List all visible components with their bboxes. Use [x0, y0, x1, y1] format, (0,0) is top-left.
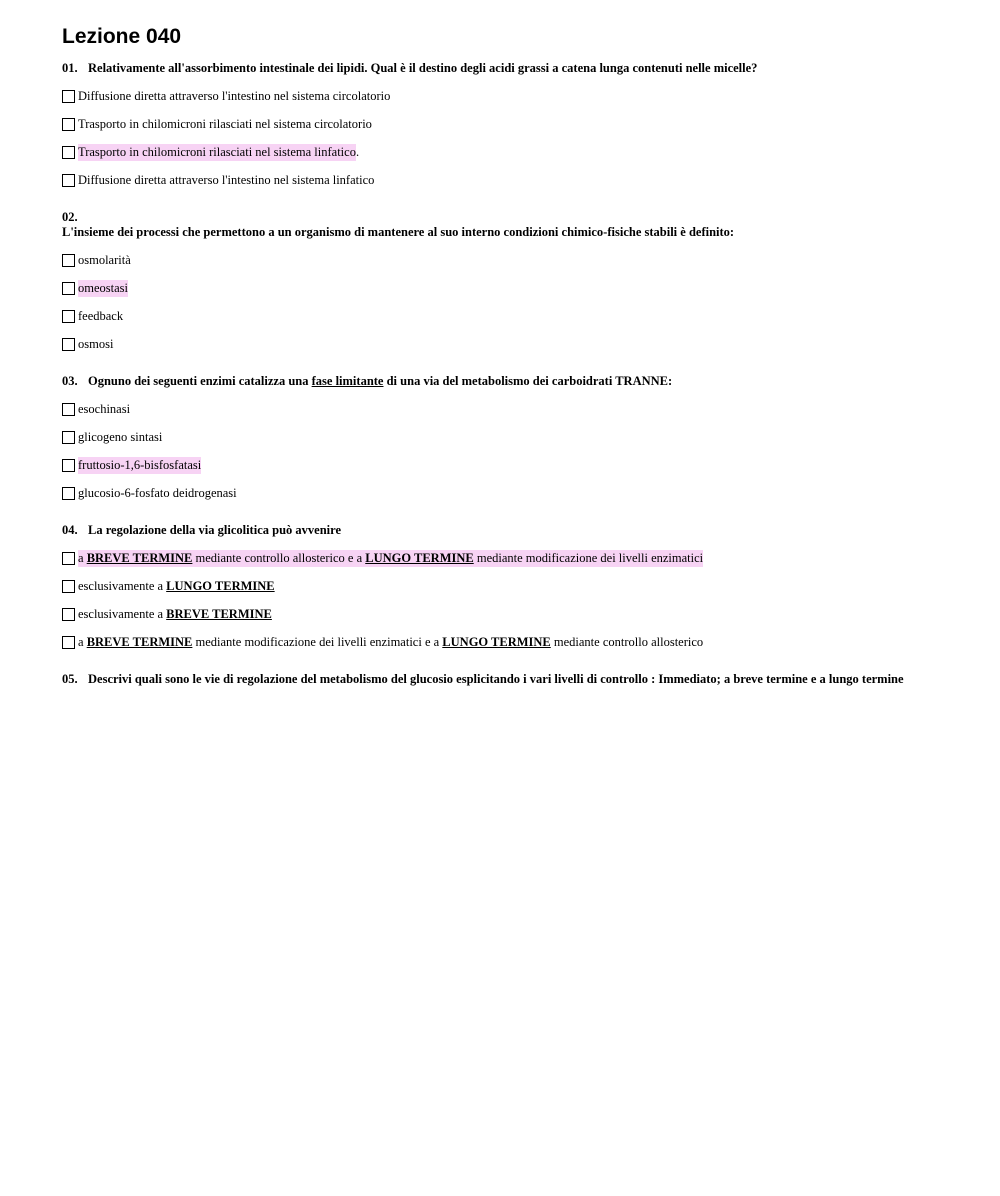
- option-text: esclusivamente a: [78, 578, 164, 593]
- option-label: esochinasi: [78, 401, 131, 416]
- quiz-page: [62, 24, 962, 709]
- question-number: 02.: [62, 210, 78, 224]
- option-04-d[interactable]: [62, 634, 962, 650]
- question-text: di una via del metabolismo dei carboidrati TRANNE:: [386, 374, 673, 388]
- question-05-text: [62, 672, 962, 687]
- option-text: mediante controllo allosterico: [553, 634, 704, 649]
- option-label: [78, 607, 272, 622]
- question-number: 03.: [62, 374, 78, 388]
- option-label: Trasporto in chilomicroni rilasciati nel sistema circolatorio: [78, 116, 372, 131]
- option-02-d[interactable]: [62, 336, 962, 352]
- checkbox[interactable]: [62, 146, 75, 159]
- option-04-a[interactable]: [62, 550, 962, 566]
- option-text: a: [78, 550, 84, 565]
- option-suffix: .: [355, 144, 360, 159]
- checkbox[interactable]: [62, 282, 75, 295]
- option-03-c[interactable]: [62, 457, 962, 473]
- checkbox[interactable]: [62, 310, 75, 323]
- option-term: LUNGO TERMINE: [166, 578, 275, 593]
- question-text: Ognuno dei seguenti enzimi catalizza una: [88, 374, 309, 388]
- checkbox[interactable]: [62, 459, 75, 472]
- option-label: Diffusione diretta attraverso l'intestino nel sistema circolatorio: [78, 88, 391, 103]
- option-01-a[interactable]: [62, 88, 962, 104]
- question-03-text: [62, 374, 962, 389]
- option-label-highlighted: [78, 550, 703, 567]
- option-label: feedback: [78, 308, 124, 323]
- checkbox[interactable]: [62, 174, 75, 187]
- checkbox[interactable]: [62, 431, 75, 444]
- option-label: osmosi: [78, 336, 114, 351]
- question-text-underlined: fase limitante: [311, 374, 384, 388]
- option-term: LUNGO TERMINE: [365, 550, 474, 565]
- option-term: BREVE TERMINE: [86, 634, 193, 649]
- checkbox[interactable]: [62, 552, 75, 565]
- option-term: BREVE TERMINE: [166, 606, 272, 621]
- option-text: esclusivamente a: [78, 606, 164, 621]
- option-03-d[interactable]: [62, 485, 962, 501]
- checkbox[interactable]: [62, 90, 75, 103]
- question-number: 05.: [62, 672, 78, 686]
- option-label: glicogeno sintasi: [78, 429, 163, 444]
- option-label: osmolarità: [78, 252, 131, 267]
- option-text: mediante modificazione dei livelli enzimatici: [476, 550, 704, 565]
- option-label-highlighted: omeostasi: [78, 280, 128, 295]
- option-04-b[interactable]: [62, 578, 962, 594]
- question-02-text: [62, 210, 962, 240]
- question-text: L'insieme dei processi che permettono a un organismo di mantenere al suo interno condizioni chimico-fisiche stabili è definito:: [62, 225, 735, 239]
- option-term: BREVE TERMINE: [86, 550, 193, 565]
- option-01-d[interactable]: [62, 172, 962, 188]
- option-label-highlighted: Trasporto in chilomicroni rilasciati nel sistema linfatico: [78, 144, 356, 159]
- option-03-a[interactable]: [62, 401, 962, 417]
- option-label: [78, 635, 703, 650]
- question-text: Relativamente all'assorbimento intestinale dei lipidi. Qual è il destino degli acidi grassi a catena lunga contenuti nelle micelle?: [88, 61, 758, 75]
- question-03: [62, 374, 962, 501]
- checkbox[interactable]: [62, 580, 75, 593]
- checkbox[interactable]: [62, 403, 75, 416]
- checkbox[interactable]: [62, 608, 75, 621]
- checkbox[interactable]: [62, 254, 75, 267]
- option-02-b[interactable]: [62, 280, 962, 296]
- question-number: 01.: [62, 61, 78, 75]
- option-label: Diffusione diretta attraverso l'intestino nel sistema linfatico: [78, 172, 375, 187]
- question-02: [62, 210, 962, 352]
- option-label: [78, 579, 275, 594]
- question-text: La regolazione della via glicolitica può avvenire: [88, 523, 341, 537]
- question-01: [62, 61, 962, 188]
- option-02-c[interactable]: [62, 308, 962, 324]
- question-01-text: [62, 61, 962, 76]
- checkbox[interactable]: [62, 636, 75, 649]
- question-04-text: [62, 523, 962, 538]
- option-04-c[interactable]: [62, 606, 962, 622]
- checkbox[interactable]: [62, 118, 75, 131]
- option-03-b[interactable]: [62, 429, 962, 445]
- option-term: LUNGO TERMINE: [442, 634, 551, 649]
- option-text: a: [78, 634, 84, 649]
- question-text: Descrivi quali sono le vie di regolazione del metabolismo del glucosio esplicitando i vari livelli di controllo : Immediato; a breve termine e a lungo termine: [88, 672, 904, 686]
- page-title: Lezione 040: [62, 25, 182, 48]
- question-04: [62, 523, 962, 650]
- option-text: mediante modificazione dei livelli enzimatici e a: [195, 634, 440, 649]
- question-05: [62, 672, 962, 687]
- checkbox[interactable]: [62, 338, 75, 351]
- option-label: glucosio-6-fosfato deidrogenasi: [78, 485, 237, 500]
- option-01-c[interactable]: [62, 144, 962, 160]
- question-number: 04.: [62, 523, 78, 537]
- option-01-b[interactable]: [62, 116, 962, 132]
- option-label-highlighted: fruttosio-1,6-bisfosfatasi: [78, 457, 202, 472]
- checkbox[interactable]: [62, 487, 75, 500]
- option-text: mediante controllo allosterico e a: [195, 550, 363, 565]
- option-02-a[interactable]: [62, 252, 962, 268]
